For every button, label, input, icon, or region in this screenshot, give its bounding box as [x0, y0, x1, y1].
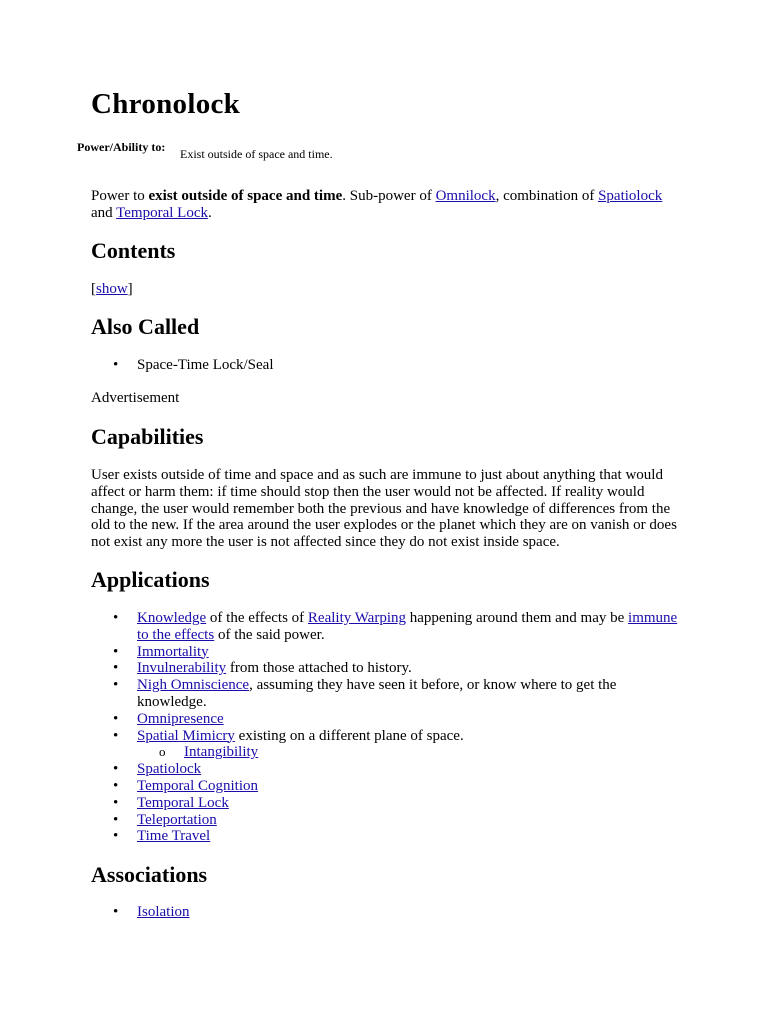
- list-item: [91, 610, 681, 644]
- also-called-heading: Also Called: [91, 314, 200, 339]
- capabilities-text: User exists outside of time and space and as such are immune to just about anything that would affect or harm them: if time should stop then the user would not be affected. If reality would change, the user would remember both the previous and have knowledge of differences from the old to the new. If the area around the user explodes or the planet which they are on vanish or does not exist any more the user is not affected since they do not exist inside space.: [91, 467, 677, 551]
- bracket-close: ]: [127, 281, 133, 297]
- isolation-link[interactable]: Isolation: [137, 904, 190, 920]
- list-item-text: existing on a different plane of space.: [234, 727, 464, 744]
- applications-heading: Applications: [91, 567, 210, 592]
- omnipresence-link[interactable]: Omnipresence: [137, 710, 224, 727]
- intro-paragraph: [91, 188, 681, 222]
- intro-text: and: [91, 204, 117, 221]
- contents-heading: Contents: [91, 238, 176, 263]
- list-item: [91, 644, 681, 661]
- sub-list: [137, 744, 681, 761]
- temporal-cognition-link[interactable]: Temporal Cognition: [137, 777, 259, 794]
- list-item: [91, 778, 681, 795]
- teleportation-link[interactable]: Teleportation: [137, 811, 217, 828]
- list-item: [91, 761, 681, 778]
- list-item: [91, 828, 681, 845]
- spatiolock-link[interactable]: Spatiolock: [598, 188, 663, 204]
- immune-to-the-effects-link[interactable]: immune to the effects: [137, 610, 678, 643]
- contents-toggle: [91, 281, 681, 298]
- sub-list-item: [137, 744, 681, 761]
- intro-bold-text: exist outside of space and time: [148, 188, 343, 204]
- immortality-link[interactable]: Immortality: [137, 643, 209, 660]
- page-title: Chronolock: [91, 88, 241, 120]
- temporal-lock-link[interactable]: Temporal Lock: [116, 204, 208, 221]
- spatiolock-link[interactable]: Spatiolock: [137, 761, 202, 778]
- list-item-text: , assuming they have seen it before, or know where to get the knowledge.: [137, 677, 617, 710]
- list-item-text: of the effects of: [206, 610, 308, 626]
- infobox-label: Power/Ability to:: [77, 140, 166, 154]
- applications-list: [91, 610, 681, 845]
- associations-list: [91, 904, 681, 921]
- nigh-omniscience-link[interactable]: Nigh Omniscience: [137, 677, 250, 694]
- list-item: [91, 660, 681, 677]
- also-called-list: [91, 357, 681, 374]
- intro-text: Power to: [91, 188, 149, 204]
- list-item-text: from those attached to history.: [226, 660, 412, 677]
- intro-text: , combination of: [495, 188, 599, 204]
- invulnerability-link[interactable]: Invulnerability: [137, 660, 227, 677]
- list-item: • Space-Time Lock/Seal: [91, 357, 681, 374]
- omnilock-link[interactable]: Omnilock: [435, 188, 496, 204]
- list-item: [91, 904, 681, 921]
- associations-heading: Associations: [91, 862, 208, 887]
- capabilities-heading: Capabilities: [91, 424, 204, 449]
- intangibility-link[interactable]: Intangibility: [184, 744, 259, 761]
- spatial-mimicry-link[interactable]: Spatial Mimicry: [137, 727, 235, 744]
- list-item: [91, 812, 681, 829]
- intro-text: .: [207, 204, 212, 221]
- infobox-value: Exist outside of space and time.: [180, 147, 333, 161]
- contents-show-link[interactable]: show: [96, 281, 128, 297]
- temporal-lock-link[interactable]: Temporal Lock: [137, 794, 229, 811]
- advertisement-label: Advertisement: [91, 390, 180, 406]
- list-item: [91, 677, 681, 711]
- time-travel-link[interactable]: Time Travel: [137, 828, 211, 845]
- list-item: [91, 728, 681, 762]
- bracket-open: [: [91, 281, 96, 297]
- intro-text: . Sub-power of: [342, 188, 436, 204]
- reality-warping-link[interactable]: Reality Warping: [307, 610, 407, 626]
- knowledge-link[interactable]: Knowledge: [137, 610, 207, 626]
- list-item-text: of the said power.: [214, 626, 325, 643]
- list-item: [91, 711, 681, 728]
- list-item: [91, 795, 681, 812]
- list-item-text: happening around them and may be: [406, 610, 629, 626]
